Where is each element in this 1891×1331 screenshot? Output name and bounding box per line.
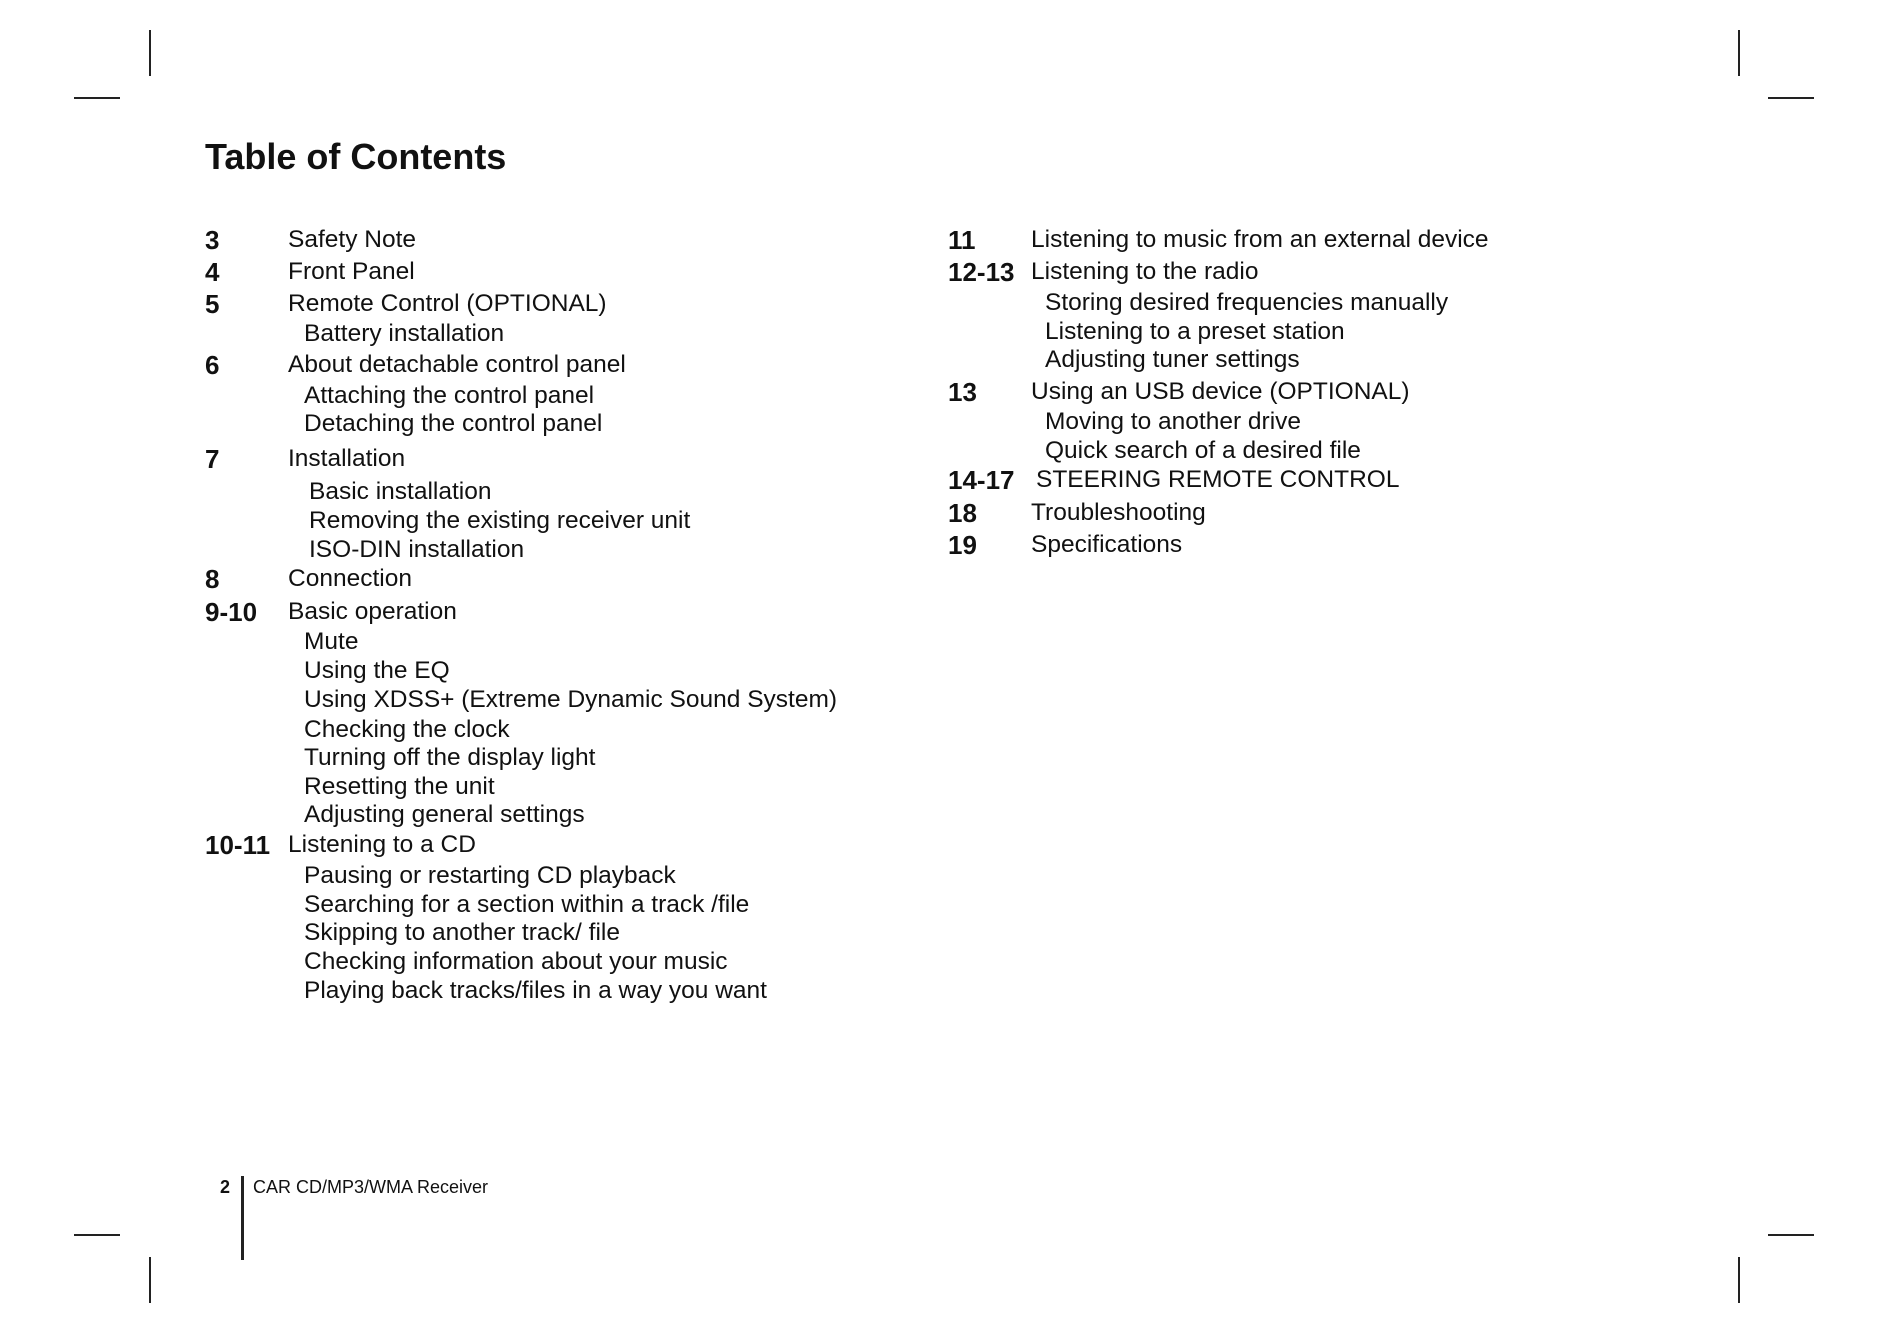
- toc-subitem[interactable]: Listening to a preset station: [1045, 318, 1345, 345]
- toc-subitem[interactable]: Playing back tracks/files in a way you want: [304, 977, 767, 1004]
- crop-mark: [1738, 30, 1740, 76]
- footer-divider: [241, 1176, 244, 1260]
- toc-entry-label: Using an USB device (OPTIONAL): [1031, 378, 1410, 405]
- footer-product-name: CAR CD/MP3/WMA Receiver: [253, 1177, 489, 1197]
- toc-subitem[interactable]: Battery installation: [304, 320, 505, 347]
- toc-entry-label: Installation: [288, 445, 406, 472]
- toc-subitem[interactable]: Moving to another drive: [1045, 408, 1302, 435]
- toc-page-number: 8: [205, 564, 220, 594]
- toc-subitem[interactable]: Resetting the unit: [304, 773, 495, 800]
- toc-subitem[interactable]: Using XDSS+ (Extreme Dynamic Sound System): [304, 686, 838, 713]
- toc-page-number: 19: [948, 530, 977, 560]
- toc-entry-label: Connection: [288, 565, 412, 592]
- toc-entry-label: Troubleshooting: [1031, 499, 1206, 526]
- toc-page-number: 4: [205, 257, 220, 287]
- crop-mark: [74, 1234, 120, 1236]
- crop-mark: [1768, 1234, 1814, 1236]
- crop-mark: [1768, 97, 1814, 99]
- toc-entry-label: Listening to music from an external device: [1031, 226, 1489, 253]
- toc-entry-label: Front Panel: [288, 258, 415, 285]
- toc-page-number: 13: [948, 377, 977, 407]
- toc-subitem[interactable]: Basic installation: [309, 478, 492, 505]
- toc-entry-label: Remote Control (OPTIONAL): [288, 290, 607, 317]
- toc-page-number: 3: [205, 225, 220, 255]
- toc-page-number: 6: [205, 350, 220, 380]
- toc-subitem[interactable]: Attaching the control panel: [304, 382, 595, 409]
- toc-page-number: 18: [948, 498, 977, 528]
- toc-page-number: 11: [948, 225, 976, 255]
- toc-entry-label: Specifications: [1031, 531, 1183, 558]
- toc-subitem[interactable]: Searching for a section within a track /file: [304, 891, 750, 918]
- footer-page-number: 2: [220, 1177, 231, 1197]
- toc-entry-label: Basic operation: [288, 598, 457, 625]
- toc-subitem[interactable]: Skipping to another track/ file: [304, 919, 620, 946]
- crop-mark: [149, 30, 151, 76]
- toc-subitem[interactable]: Removing the existing receiver unit: [309, 507, 691, 534]
- crop-mark: [149, 1257, 151, 1303]
- toc-page-number: 10-11: [205, 830, 271, 860]
- toc-page-number: 5: [205, 289, 220, 319]
- toc-page-number: 7: [205, 444, 220, 474]
- crop-mark: [1738, 1257, 1740, 1303]
- toc-page-number: 14-17: [948, 465, 1015, 495]
- toc-entry-label: About detachable control panel: [288, 351, 626, 378]
- toc-subitem[interactable]: ISO-DIN installation: [309, 536, 525, 563]
- toc-entry-label: STEERING REMOTE CONTROL: [1036, 466, 1400, 493]
- toc-subitem[interactable]: Quick search of a desired file: [1045, 437, 1361, 464]
- toc-subitem[interactable]: Storing desired frequencies manually: [1045, 289, 1449, 316]
- toc-subitem[interactable]: Checking the clock: [304, 716, 510, 743]
- toc-subitem[interactable]: Adjusting tuner settings: [1045, 346, 1300, 373]
- toc-subitem[interactable]: Detaching the control panel: [304, 410, 603, 437]
- toc-subitem[interactable]: Checking information about your music: [304, 948, 728, 975]
- toc-subitem[interactable]: Pausing or restarting CD playback: [304, 862, 676, 889]
- toc-subitem[interactable]: Mute: [304, 628, 359, 655]
- toc-entry-label: Listening to the radio: [1031, 258, 1259, 285]
- crop-mark: [74, 97, 120, 99]
- toc-entry-label: Safety Note: [288, 226, 417, 253]
- page-title: Table of Contents: [205, 136, 507, 177]
- toc-subitem[interactable]: Using the EQ: [304, 657, 450, 684]
- toc-entry-label: Listening to a CD: [288, 831, 476, 858]
- toc-subitem[interactable]: Turning off the display light: [304, 744, 596, 771]
- toc-subitem[interactable]: Adjusting general settings: [304, 801, 585, 828]
- toc-page-number: 12-13: [948, 257, 1015, 287]
- toc-page-number: 9-10: [205, 597, 258, 627]
